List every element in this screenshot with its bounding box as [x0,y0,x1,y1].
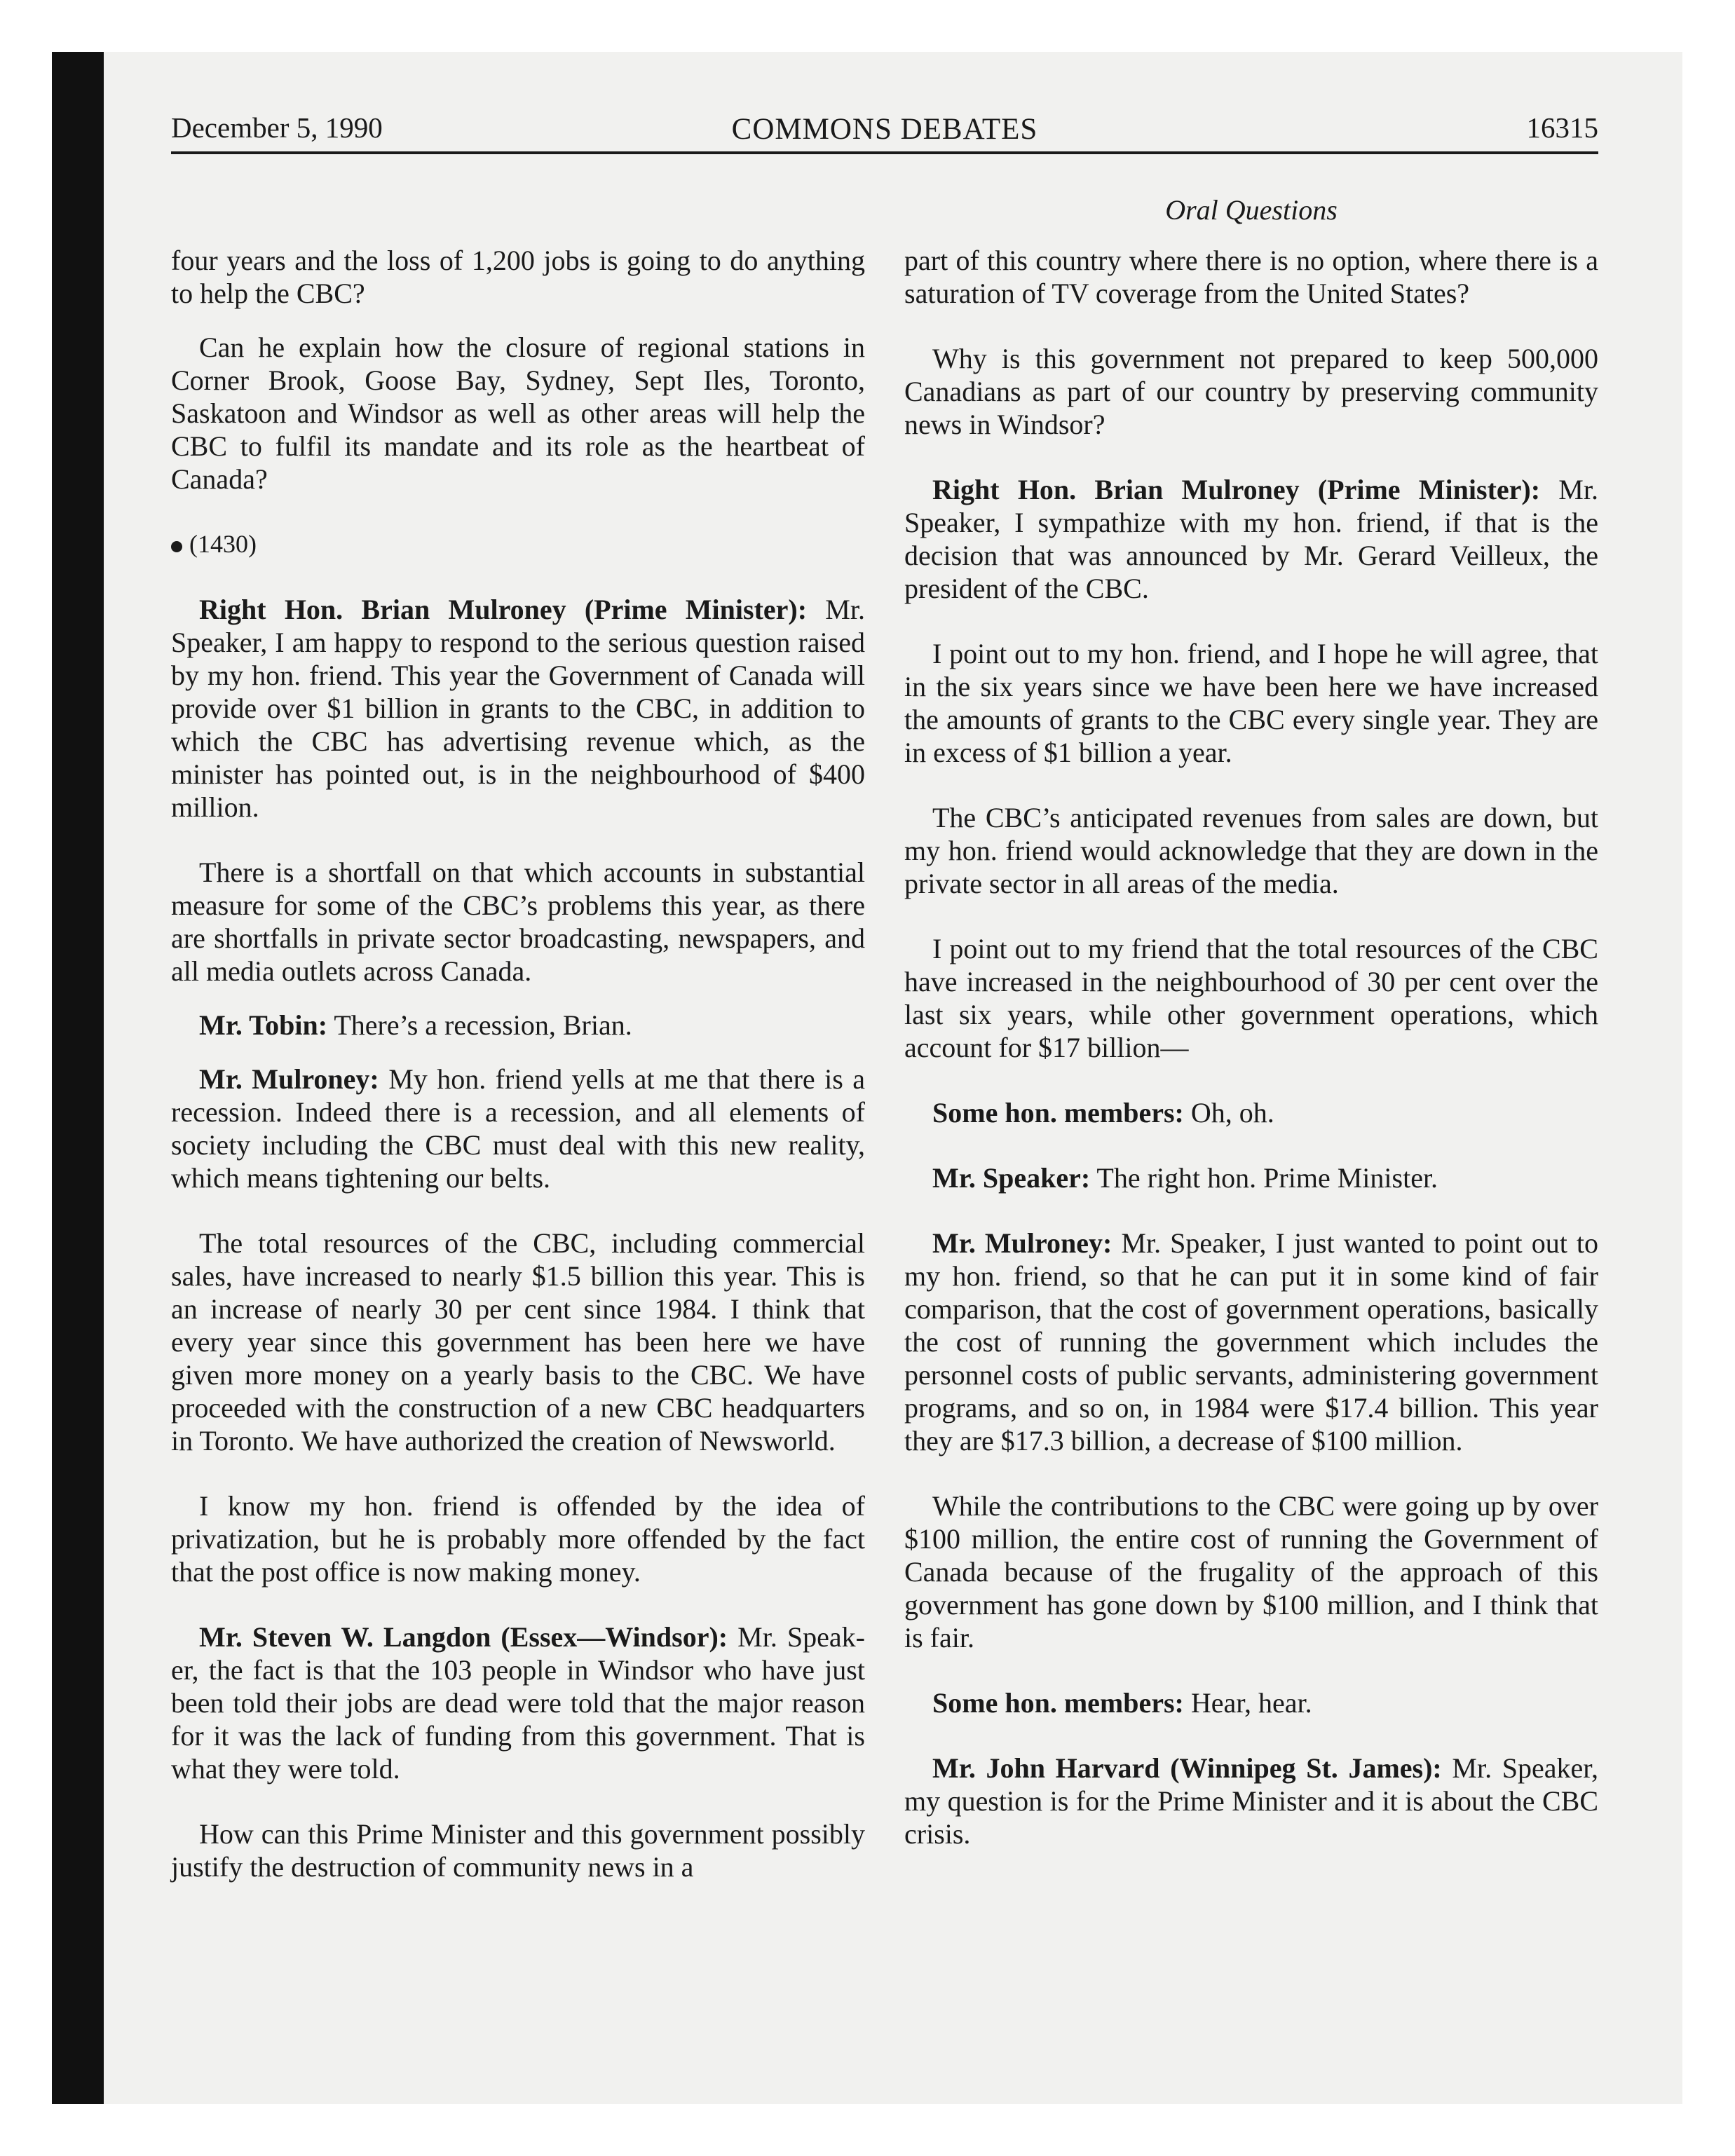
speech-text: Mr. Speaker, my question is for the Prime Minister and it is about the CBC crisis. [904,1752,1599,1850]
speech-paragraph [904,1227,1598,1457]
speech-paragraph [171,1621,865,1785]
paragraph: The CBC’s anticipated revenues from sales are down, but my hon. friend would acknowledge that they are down in the private sector in all areas of the media. [904,802,1598,899]
speaker-name: Mr. Mulroney: [932,1227,1113,1259]
speech-paragraph [904,1686,1598,1719]
section-title: Oral Questions [1165,194,1338,226]
speech-text: The right hon. Prime Minister. [1090,1162,1438,1194]
paragraph: The total resources of the CBC, including commercial sales, have increased to nearly $1.5 billion this year. This is an increase of nearly 30 per cent since 1984. I think that every year since this government has been here we have given more money on a yearly basis to the CBC. We have proceeded with the construction of a new CBC headquarters in Toronto. We have authorized the creation of Newsworld. [171,1227,865,1456]
paragraph: There is a shortfall on that which accounts in substantial measure for some of the CBC’s problems this year, as there are shortfalls in private sector broadcasting, newspapers, and all media outlets across Canada. [171,857,865,987]
speech-text: Mr. Speaker, I just wanted to point out to my hon. friend, so that he can put it in some kind of fair comparison, that the cost of government operations, basically the cost of running the government which includes the personnel costs of public servants, administering government programs, and so on, in 1984 were $17.4 billion. This year they are $17.3 billion, a decrease of $100 million. [904,1227,1599,1456]
speaker-name: Some hon. members: [932,1097,1184,1128]
speech-paragraph [904,1161,1598,1194]
speaker-name: Mr. Speaker: [932,1162,1091,1194]
page-header [171,111,1598,151]
paragraph: I point out to my friend that the total resources of the CBC have increased in the neighbourhood of 30 per cent over the last six years, while other government operations, which account for $17 billion— [904,933,1598,1063]
speaker-name: Mr. Tobin: [199,1009,328,1041]
paragraph: part of this country where there is no option, where there is a saturation of TV coverage from the United States? [904,245,1598,309]
speech-paragraph [904,1752,1598,1850]
paragraph: I know my hon. friend is offended by the idea of privatization, but he is probably more offended by the fact that the post office is now making money. [171,1490,865,1588]
speech-text: Mr. Speaker, I sympathize with my hon. friend, if that is the decision that was announced by Mr. Gerard Veilleux, the president of the CBC. [904,474,1598,604]
paragraph: While the contributions to the CBC were going up by over $100 million, the entire cost of running the Government of Canada because of the frugality of the approach of this government has gone down by $100 million, and I think that is fair. [904,1490,1598,1653]
speaker-name: Mr. Steven W. Langdon (Essex—Windsor): [199,1621,728,1653]
time-marker [171,528,865,561]
time-marker-text: (1430) [189,530,257,558]
paragraph: Can he explain how the closure of regional stations in Corner Brook, Goose Bay, Sydney, Sept Iles, Toronto, Saskatoon and Windsor as well as other areas will help the CBC to fulfil its mandate and its role as the heartbeat of Canada? [171,332,865,495]
header-date: December 5, 1990 [171,111,383,144]
speech-text: Oh, oh. [1183,1097,1274,1128]
header-page-number: 16315 [1526,111,1598,144]
speech-text: Mr. Speaker, the fact is that the 103 people in Windsor who have just been told their jobs are dead were told that the major reason for it was the lack of funding from this government. That is what they were told. [171,1621,865,1785]
right-column [904,244,1598,1883]
speaker-name: Some hon. members: [932,1687,1184,1719]
speech-paragraph [904,1096,1598,1129]
speech-paragraph [171,593,865,824]
binding-edge [52,52,104,2104]
speech-text: There’s a recession, Brian. [327,1009,632,1041]
header-rule [171,151,1598,154]
paragraph: I point out to my hon. friend, and I hope he will agree, that in the six years since we have been here we have increased the amounts of grants to the CBC every single year. They are in excess of $1 billion a year. [904,638,1598,768]
paragraph: four years and the loss of 1,200 jobs is going to do anything to help the CBC? [171,245,865,309]
paragraph: Why is this government not prepared to keep 500,000 Canadians as part of our country by preserving community news in Windsor? [904,343,1598,440]
speech-text: Hear, hear. [1183,1687,1312,1719]
speaker-name: Mr. John Harvard (Winnipeg St. James): [932,1752,1442,1784]
header-title: COMMONS DEBATES [731,113,1038,146]
speaker-name: Right Hon. Brian Mulroney (Prime Minister): [932,474,1541,505]
speaker-name: Right Hon. Brian Mulroney (Prime Minister): [199,594,808,625]
bullet-icon [171,541,182,552]
speech-text: My hon. friend yells at me that there is a recession. Indeed there is a recession, and all elements of society including the CBC must deal with this new reality, which means tightening our belts. [171,1063,865,1194]
speech-paragraph [171,1009,865,1042]
speech-paragraph [904,473,1598,605]
speaker-name: Mr. Mulroney: [199,1063,379,1095]
paragraph: How can this Prime Minister and this government possibly justify the destruction of community news in a [171,1818,865,1883]
speech-text: Mr. Speaker, I am happy to respond to the serious question raised by my hon. friend. This year the Government of Canada will provide over $1 billion in grants to the CBC, in addition to which the CBC has advertising revenue which, as the minister has pointed out, is in the neighbourhood of $400 million. [171,594,865,823]
left-column [171,244,865,1916]
speech-paragraph [171,1063,865,1194]
